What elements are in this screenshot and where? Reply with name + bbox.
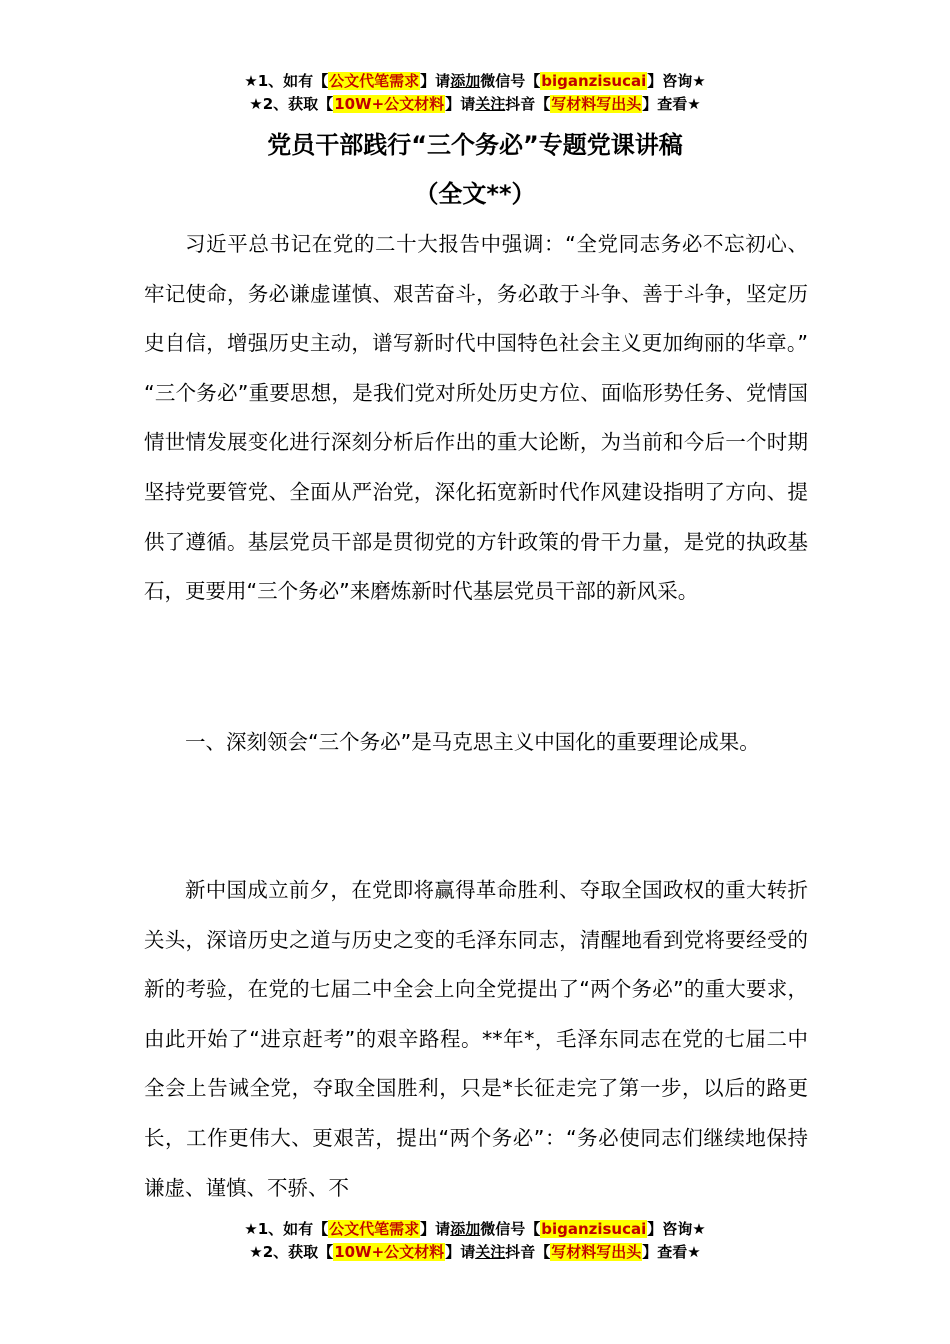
banner-text: 抖音【	[505, 1243, 551, 1261]
banner-line-2	[0, 93, 950, 116]
banner-text: 】请	[445, 95, 476, 113]
document-body-intro	[144, 220, 808, 617]
section-heading: 一、深刻领会“三个务必”是马克思主义中国化的重要理论成果。	[185, 730, 760, 754]
banner-text: 】请	[445, 1243, 476, 1261]
banner-highlight: 公文代笔需求	[329, 1220, 420, 1238]
banner-text: ★1、如有【	[244, 1220, 329, 1238]
banner-text: 】查看★	[642, 95, 701, 113]
banner-highlight: 10W+公文材料	[334, 1243, 445, 1261]
banner-text: 抖音【	[505, 95, 551, 113]
paragraph: 新中国成立前夕，在党即将赢得革命胜利、夺取全国政权的重大转折关头，深谙历史之道与历史之变的毛泽东同志，清醒地看到党将要经受的新的考验，在党的七届二中全会上向全党提出了“两个务必”的重大要求，由此开始了“进京赶考”的艰辛路程。**年*，毛泽东同志在党的七届二中全会上告诫全党，夺取全国胜利，只是*长征走完了第一步，以后的路更长，工作更伟大、更艰苦，提出“两个务必”：“务必使同志们继续地保持谦虚、谨慎、不骄、不	[144, 878, 808, 1200]
document-body-section	[144, 866, 808, 1213]
banner-highlight: 公文代笔需求	[329, 72, 420, 90]
footer-banner	[0, 1218, 950, 1264]
banner-text: ★2、获取【	[249, 95, 334, 113]
banner-text: 微信号【	[480, 72, 541, 90]
banner-text: ★2、获取【	[249, 1243, 334, 1261]
banner-text: 微信号【	[480, 1220, 541, 1238]
banner-highlight: biganzisucai	[541, 72, 647, 90]
paragraph: 习近平总书记在党的二十大报告中强调：“全党同志务必不忘初心、牢记使命，务必谦虚谨慎、艰苦奋斗，务必敢于斗争、善于斗争，坚定历史自信，增强历史主动，谱写新时代中国特色社会主义更加绚丽的华章。” “三个务必”重要思想，是我们党对所处历史方位、面临形势任务、党情国情世情发展变化进行深刻分析后作出的重大论断，为当前和今后一个时期坚持党要管党、全面从严治党，深化拓宽新时代作风建设指明了方向、提供了遵循。基层党员干部是贯彻党的方针政策的骨干力量，是党的执政基石，更要用“三个务必”来磨炼新时代基层党员干部的新风采。	[144, 232, 808, 604]
header-banner	[0, 70, 950, 116]
banner-text: 】查看★	[642, 1243, 701, 1261]
banner-text: 】咨询★	[647, 1220, 706, 1238]
banner-text: 】请	[420, 1220, 451, 1238]
banner-emphasis: 添加	[450, 72, 481, 90]
banner-line-2	[0, 1241, 950, 1264]
banner-emphasis: 添加	[450, 1220, 481, 1238]
banner-emphasis: 关注	[475, 95, 506, 113]
banner-text: 】咨询★	[647, 72, 706, 90]
banner-highlight: 10W+公文材料	[334, 95, 445, 113]
document-subtitle: （全文**）	[414, 180, 536, 208]
banner-emphasis: 关注	[475, 1243, 506, 1261]
banner-highlight: biganzisucai	[541, 1220, 647, 1238]
banner-text: ★1、如有【	[244, 72, 329, 90]
banner-highlight: 写材料写出头	[551, 95, 642, 113]
document-section-heading	[144, 718, 808, 768]
banner-text: 】请	[420, 72, 451, 90]
document-title: 党员干部践行“三个务必”专题党课讲稿	[267, 131, 683, 159]
banner-highlight: 写材料写出头	[551, 1243, 642, 1261]
banner-line-1	[0, 1218, 950, 1241]
banner-line-1	[0, 70, 950, 93]
